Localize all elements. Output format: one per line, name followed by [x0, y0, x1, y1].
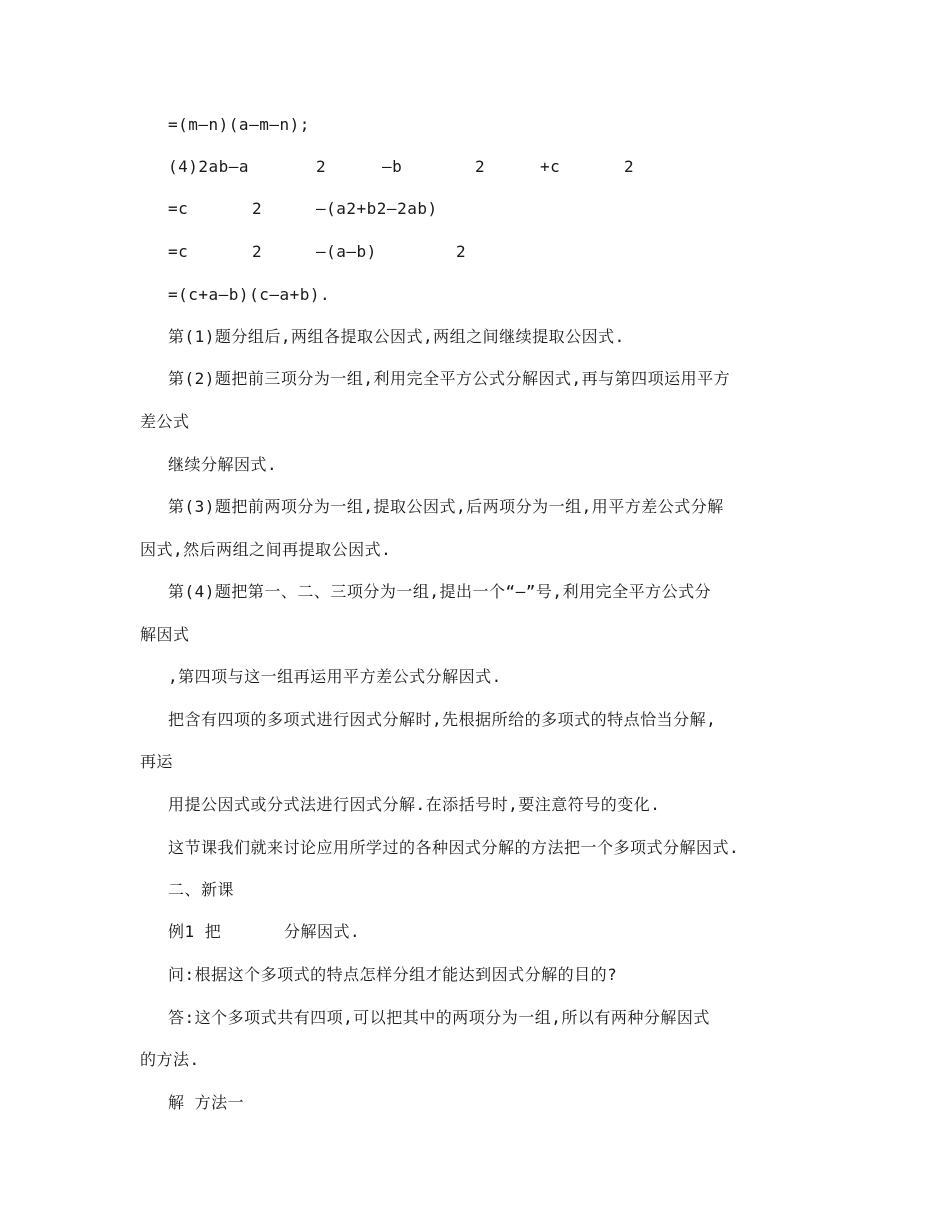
section-heading: 二、新课: [168, 880, 235, 899]
text-line: 第(3)题把前两项分为一组,提取公因式,后两项分为一组,用平方差公式分解: [168, 497, 724, 516]
text-line: 答:这个多项式共有四项,可以把其中的两项分为一组,所以有两种分解因式: [168, 1008, 710, 1027]
text-line: 继续分解因式.: [168, 455, 278, 474]
text-line: 解 方法一: [168, 1093, 245, 1112]
text-line: 这节课我们就来讨论应用所学过的各种因式分解的方法把一个多项式分解因式.: [168, 838, 740, 857]
equation-line: [168, 242, 768, 262]
text-line: 第(2)题把前三项分为一组,利用完全平方公式分解因式,再与第四项运用平方: [168, 369, 731, 388]
exponent-segment: 2: [252, 199, 263, 218]
exponent-segment: 2: [316, 157, 327, 176]
text-line: =(c+a—b)(c—a+b).: [168, 285, 331, 304]
text-line: 差公式: [140, 412, 190, 431]
exponent-segment: 2: [624, 157, 635, 176]
equation-segment: +c: [540, 157, 561, 176]
equation-segment: —(a2+b2—2ab): [316, 199, 438, 218]
text-line: 问:根据这个多项式的特点怎样分组才能达到因式分解的目的?: [168, 965, 618, 984]
equation-segment: —(a—b): [316, 242, 377, 261]
exponent-segment: 2: [456, 242, 467, 261]
text-line: 再运: [140, 752, 174, 771]
text-line: 第(4)题把第一、二、三项分为一组,提出一个“—”号,利用完全平方公式分: [168, 582, 712, 601]
text-line: 因式,然后两组之间再提取公因式.: [140, 540, 392, 559]
text-line: =(m—n)(a—m—n);: [168, 115, 310, 134]
text-line: 把含有四项的多项式进行因式分解时,先根据所给的多项式的特点恰当分解,: [168, 710, 717, 729]
equation-segment: (4)2ab—a: [168, 157, 250, 176]
equation-segment: =c: [168, 199, 189, 218]
equation-segment: =c: [168, 242, 189, 261]
example-line: [168, 922, 568, 942]
text-line: 第(1)题分组后,两组各提取公因式,两组之间继续提取公因式.: [168, 327, 625, 346]
text-line: ,第四项与这一组再运用平方差公式分解因式.: [168, 667, 502, 686]
text-line: 解因式: [140, 625, 190, 644]
example-label: 例1 把: [168, 922, 222, 941]
text-line: 的方法.: [140, 1050, 200, 1069]
text-line: 用提公因式或分式法进行因式分解.在添括号时,要注意符号的变化.: [168, 795, 661, 814]
example-text: 分解因式.: [284, 922, 361, 941]
exponent-segment: 2: [475, 157, 486, 176]
exponent-segment: 2: [252, 242, 263, 261]
equation-line: [168, 157, 768, 177]
equation-line: [168, 199, 768, 219]
equation-segment: —b: [382, 157, 403, 176]
